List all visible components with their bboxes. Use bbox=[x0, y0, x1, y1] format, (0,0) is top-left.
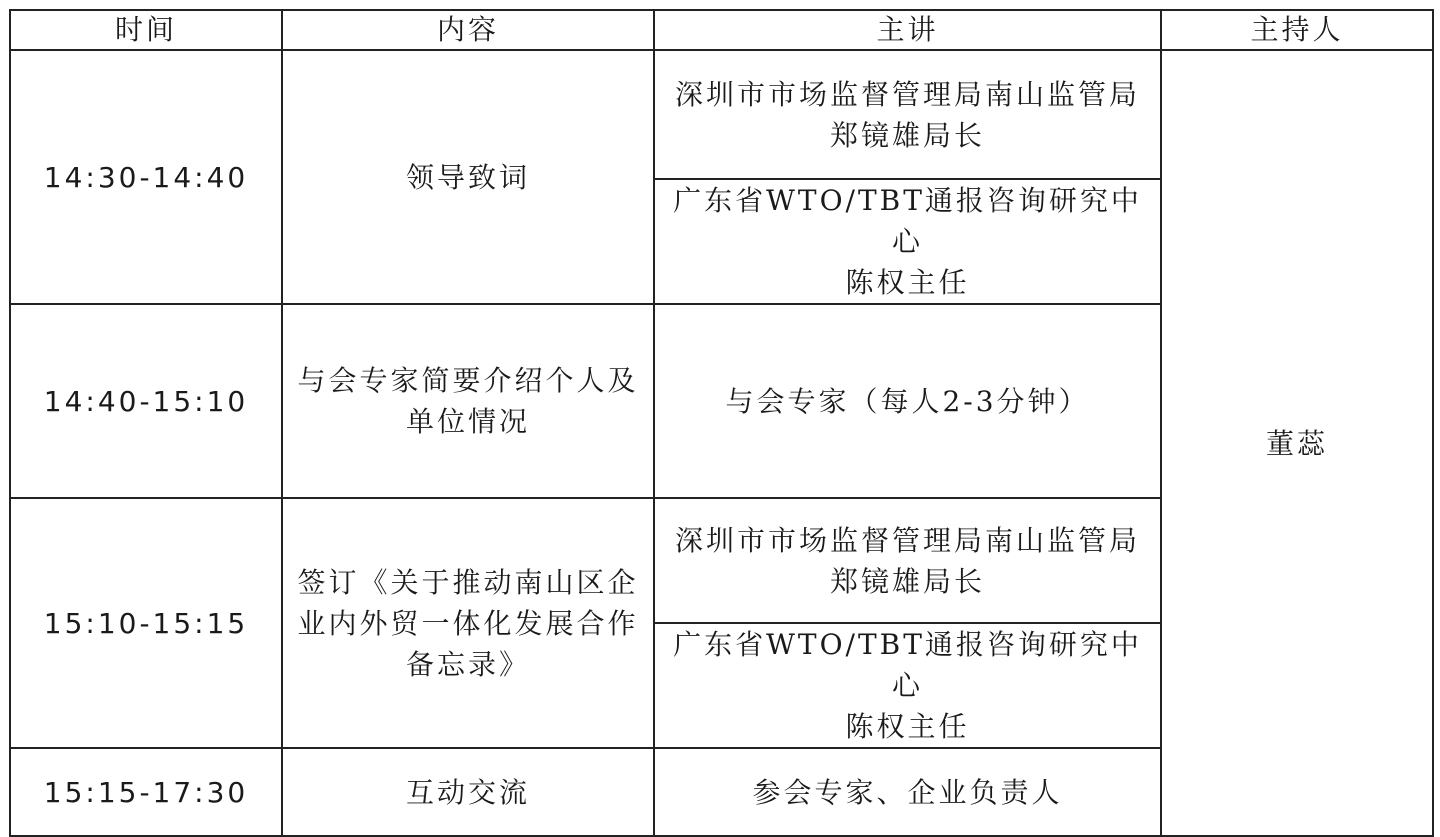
content-line: 备忘录》 bbox=[405, 647, 530, 681]
speaker-person: 郑镜雄局长 bbox=[829, 118, 985, 152]
content-line: 签订《关于推动南山区企 bbox=[297, 565, 639, 599]
speaker-cell bbox=[654, 304, 1161, 498]
content-cell bbox=[282, 304, 654, 498]
host-cell: 董蕊 bbox=[1161, 50, 1433, 836]
speaker-person: 陈权主任 bbox=[845, 266, 970, 299]
content-line: 业内外贸一体化发展合作 bbox=[297, 606, 639, 640]
header-row bbox=[10, 10, 1433, 50]
table-row bbox=[10, 50, 1433, 179]
speaker-org: 广东省WTO/TBT通报咨询研究中心 bbox=[673, 184, 1142, 258]
time-cell: 15:15-17:30 bbox=[10, 748, 282, 836]
content-cell bbox=[282, 50, 654, 304]
content-line: 单位情况 bbox=[405, 405, 530, 438]
speaker-org: 深圳市市场监督管理局南山监管局 bbox=[674, 523, 1140, 557]
time-cell: 15:10-15:15 bbox=[10, 498, 282, 748]
speaker-person: 陈权主任 bbox=[845, 710, 970, 743]
speaker-cell bbox=[654, 748, 1161, 836]
agenda-table bbox=[9, 9, 1434, 837]
content-cell bbox=[282, 748, 654, 836]
speaker-person: 郑镜雄局长 bbox=[829, 564, 985, 598]
speaker-cell bbox=[654, 623, 1161, 748]
content-line: 领导致词 bbox=[405, 160, 530, 194]
speaker-org: 广东省WTO/TBT通报咨询研究中心 bbox=[673, 628, 1142, 702]
speaker-cell bbox=[654, 179, 1161, 304]
content-line: 互动交流 bbox=[405, 775, 530, 809]
speaker-org: 与会专家（每人2-3分钟） bbox=[725, 384, 1090, 418]
header-time: 时间 bbox=[10, 10, 282, 50]
speaker-cell bbox=[654, 50, 1161, 179]
speaker-org: 参会专家、企业负责人 bbox=[752, 775, 1063, 809]
content-cell bbox=[282, 498, 654, 748]
content-line: 与会专家简要介绍个人及 bbox=[297, 364, 639, 397]
time-cell: 14:40-15:10 bbox=[10, 304, 282, 498]
speaker-cell bbox=[654, 498, 1161, 623]
time-cell: 14:30-14:40 bbox=[10, 50, 282, 304]
header-content: 内容 bbox=[282, 10, 654, 50]
header-speaker: 主讲 bbox=[654, 10, 1161, 50]
speaker-org: 深圳市市场监督管理局南山监管局 bbox=[674, 77, 1140, 111]
header-host: 主持人 bbox=[1161, 10, 1433, 50]
